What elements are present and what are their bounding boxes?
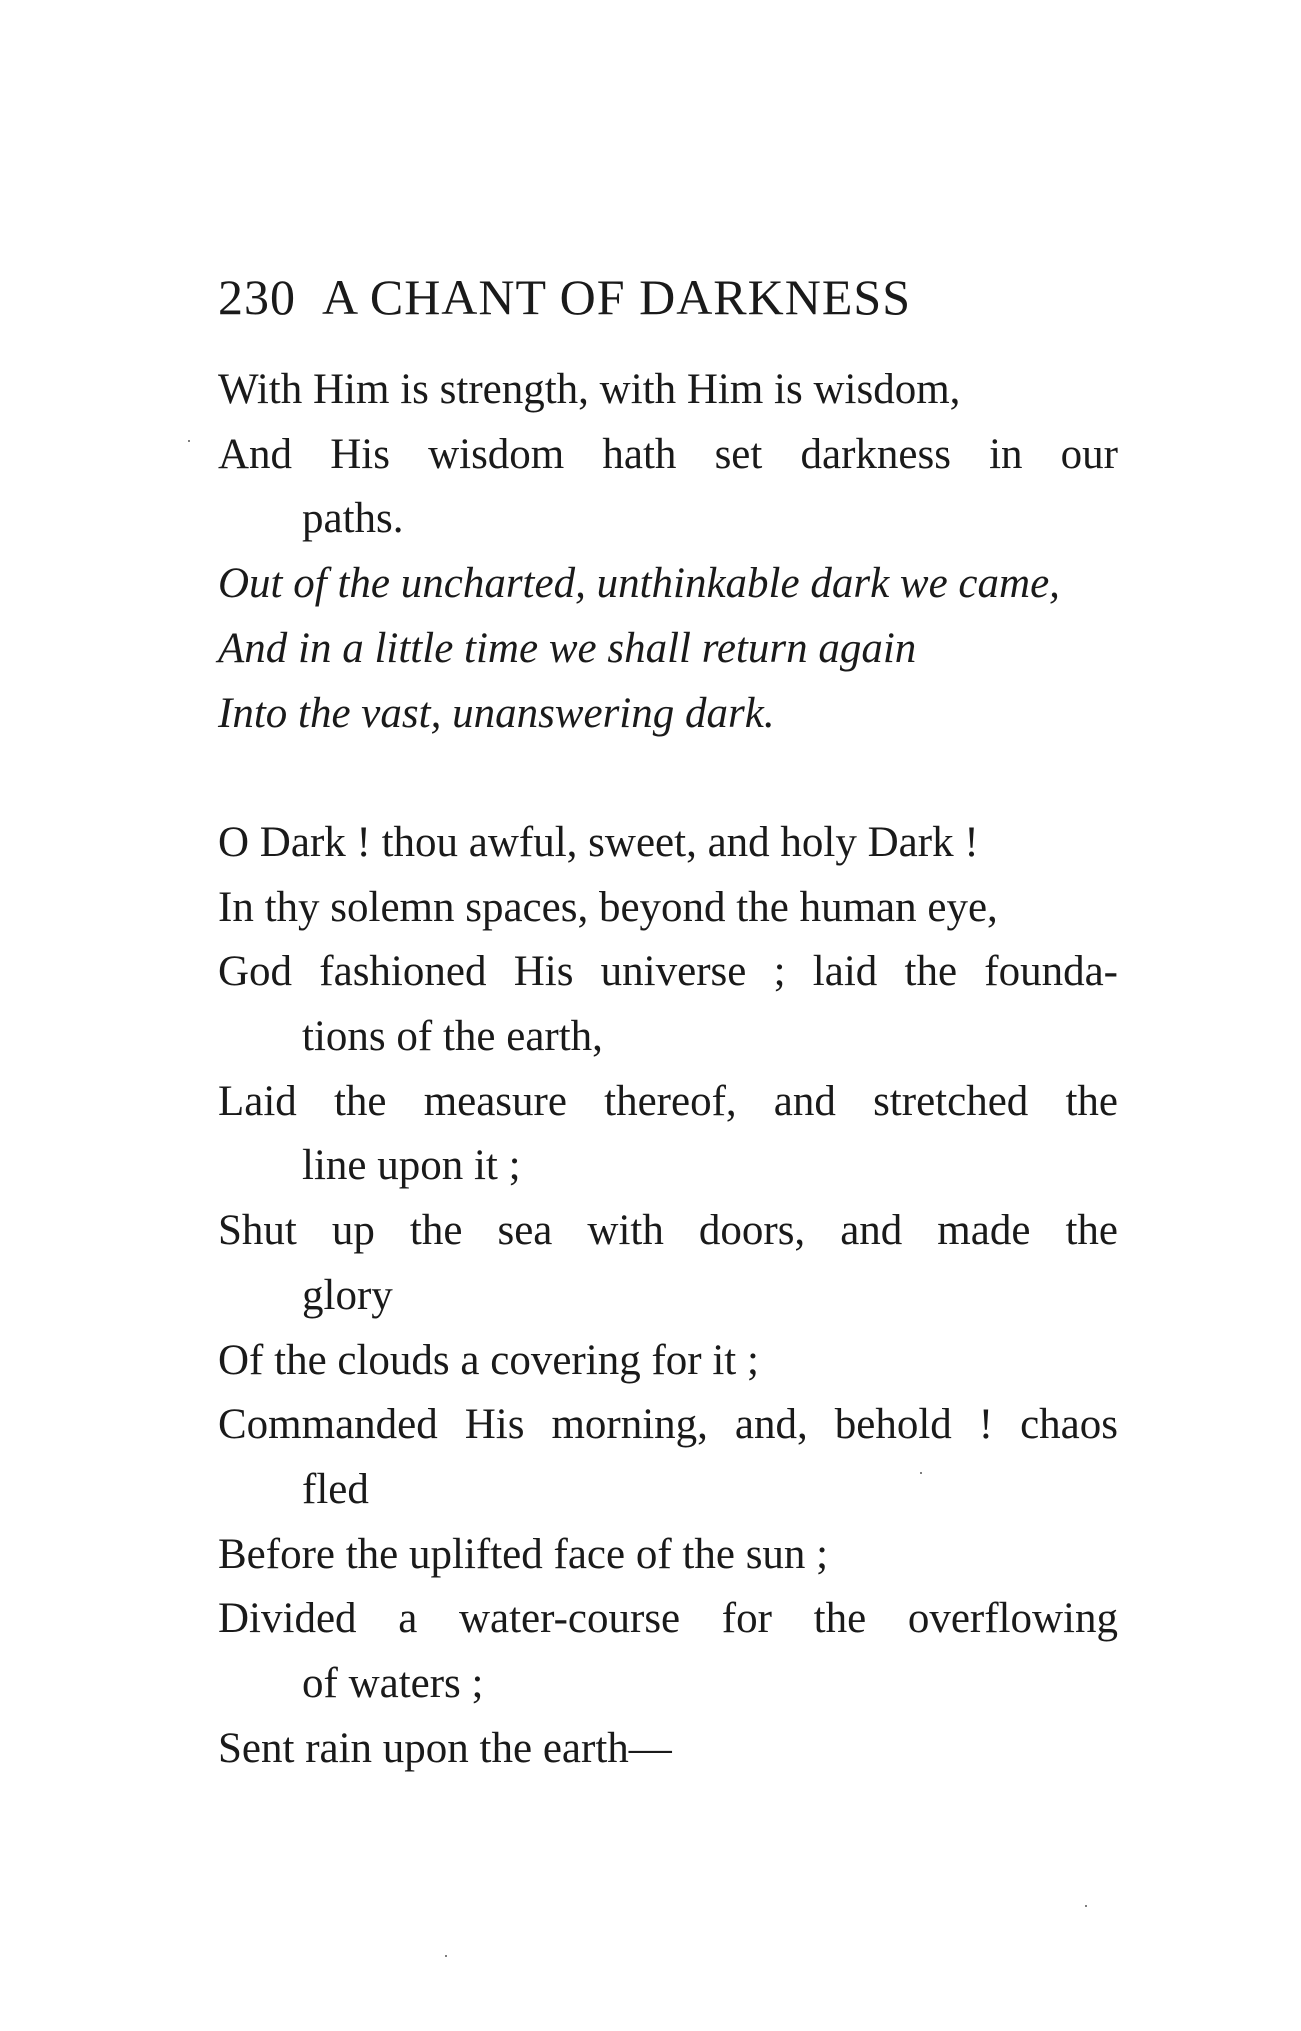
verse-line-continuation: fled [302,1465,369,1513]
italic-verse-line: And in a little time we shall return again [218,624,917,672]
poem-body [218,358,1118,1781]
verse-line: Commanded His morning, and, behold ! chaos [218,1401,1118,1449]
verse-line: Sent rain upon the earth— [218,1724,672,1772]
stanza-break [218,746,1118,811]
paper-speck [188,440,190,442]
italic-verse-line: Out of the uncharted, unthinkable dark we came, [218,560,1060,608]
page-number: 230 [218,269,296,325]
verse-line-continuation: tions of the earth, [302,1013,603,1061]
verse-line: God fashioned His universe ; laid the founda- [218,948,1118,996]
italic-verse-line: Into the vast, unanswering dark. [218,689,775,737]
verse-line-continuation: paths. [302,495,404,543]
paper-speck [1085,1905,1087,1907]
paper-speck [445,1955,447,1957]
verse-line: Before the uplifted face of the sun ; [218,1530,829,1578]
verse-line: In thy solemn spaces, beyond the human eye, [218,883,998,931]
verse-line: With Him is strength, with Him is wisdom, [218,366,961,413]
verse-line: Laid the measure thereof, and stretched the [218,1077,1118,1125]
verse-line-continuation: glory [302,1271,393,1319]
running-header [218,268,911,326]
verse-line: O Dark ! thou awful, sweet, and holy Dark ! [218,818,979,866]
verse-line-continuation: line upon it ; [302,1142,521,1190]
verse-line: Shut up the sea with doors, and made the [218,1207,1118,1255]
verse-line-continuation: of waters ; [302,1660,484,1708]
verse-line: Divided a water-course for the overflowing [218,1595,1118,1643]
paper-speck [920,1472,922,1474]
verse-line: And His wisdom hath set darkness in our [218,430,1118,478]
running-title: A CHANT OF DARKNESS [322,269,912,325]
verse-line: Of the clouds a covering for it ; [218,1336,759,1384]
